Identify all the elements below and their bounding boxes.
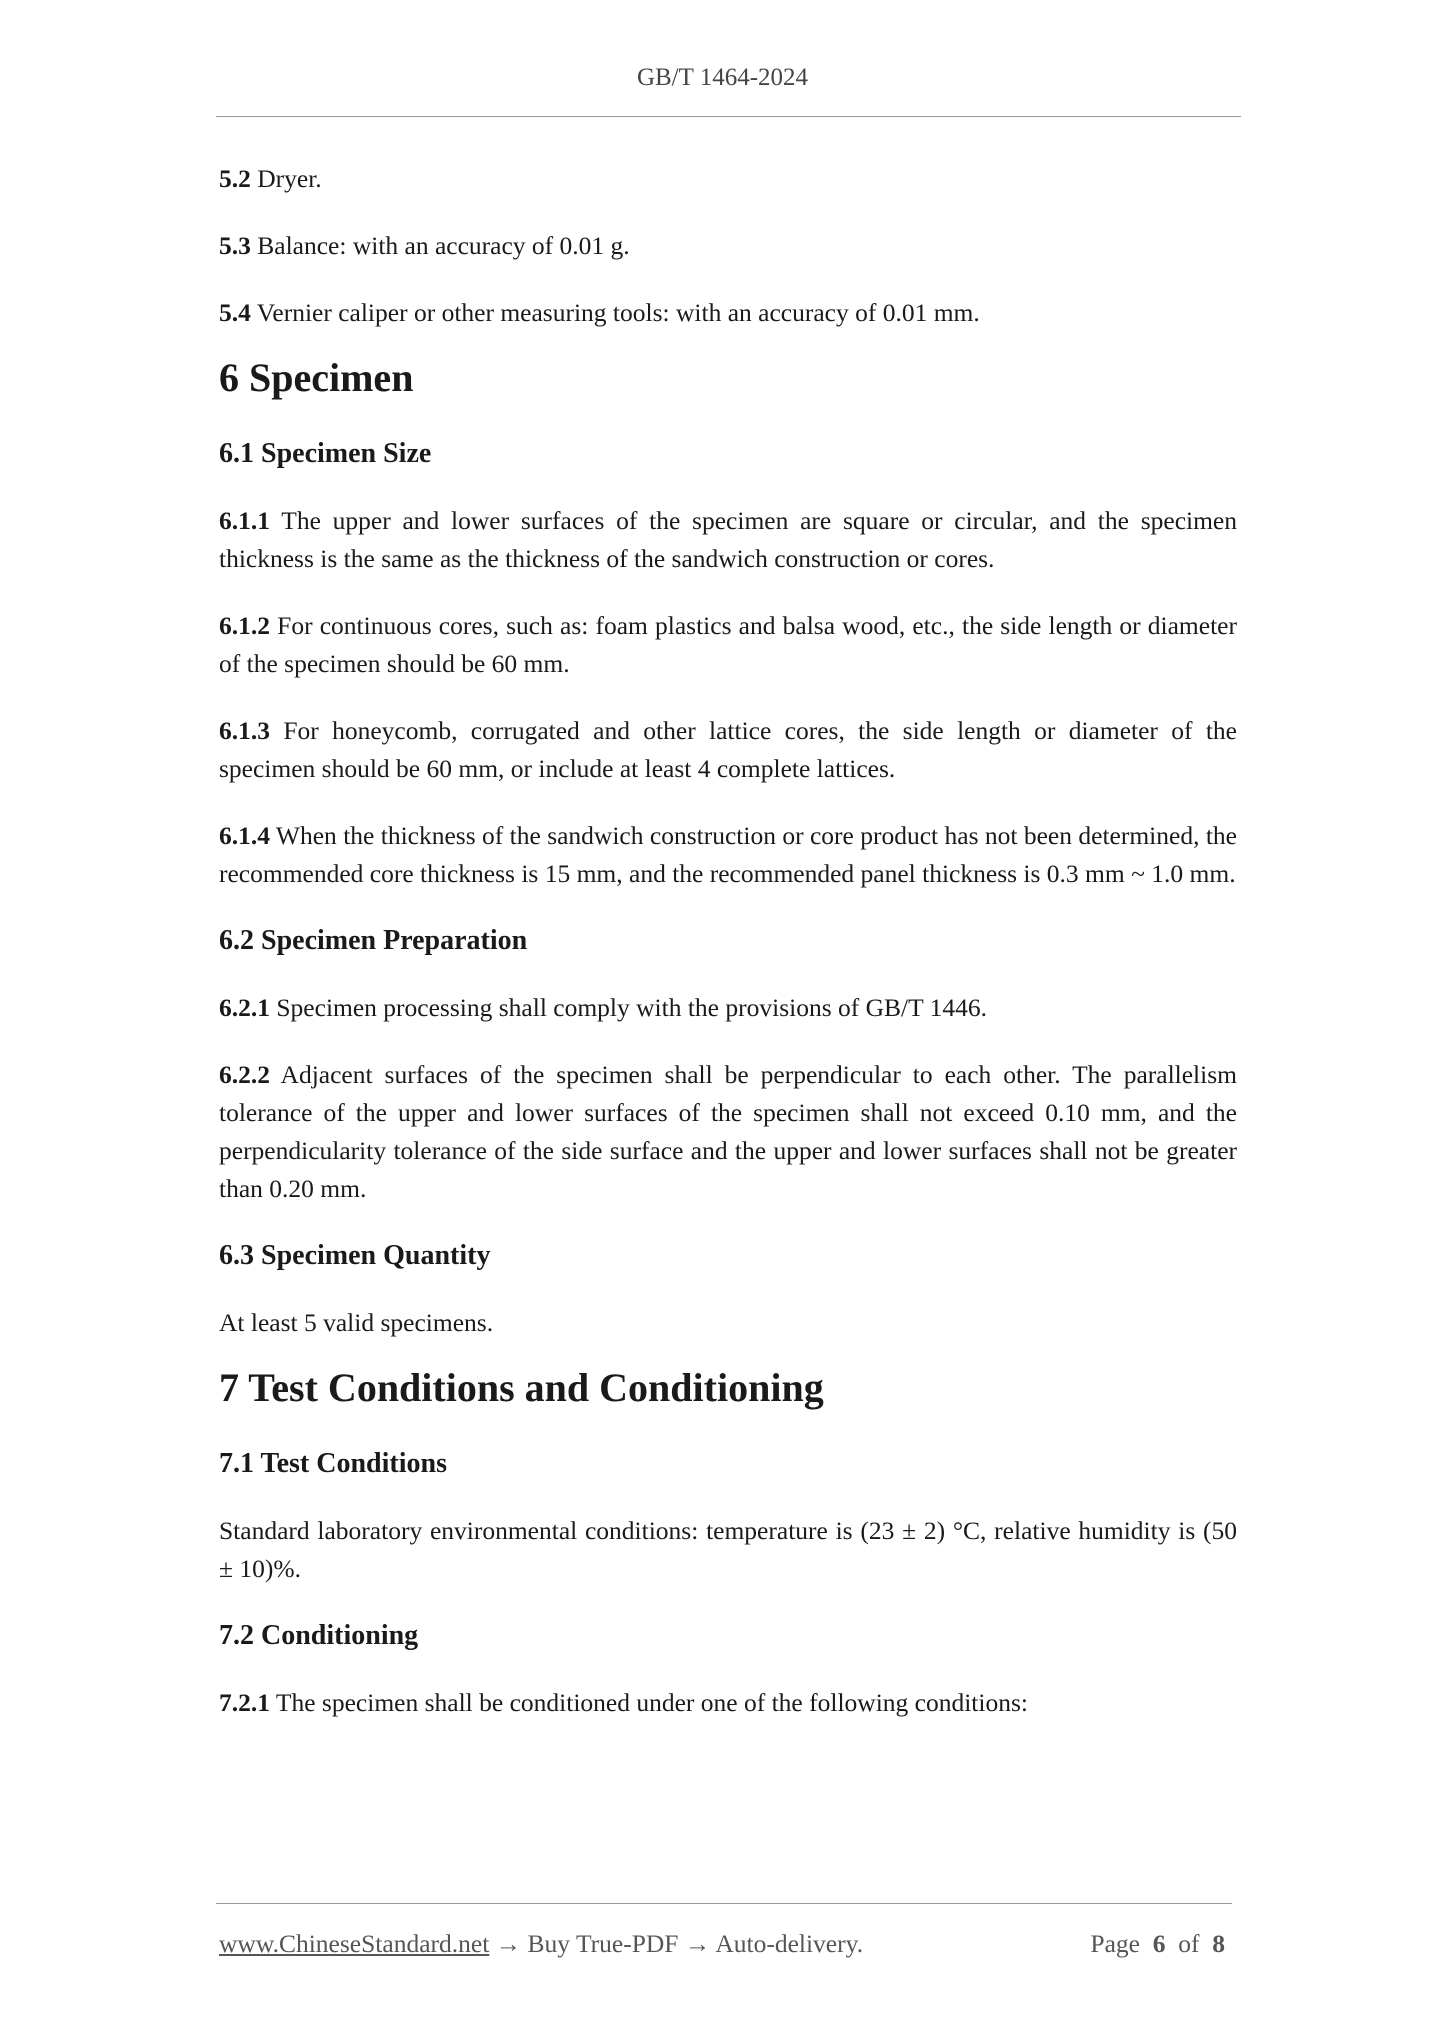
clause-text: Balance: with an accuracy of 0.01 g. (250, 231, 630, 260)
clause-6-1-1 (219, 502, 1237, 578)
heading-section-7: 7 Test Conditions and Conditioning (219, 1365, 824, 1410)
clause-text: The upper and lower surfaces of the specimen are square or circular, and the specimen thickness is the same as the thickness of the sandwich construction or cores. (219, 506, 1237, 573)
clause-text: Specimen processing shall comply with the provisions of GB/T 1446. (270, 993, 988, 1022)
page-body (219, 160, 1237, 1751)
arrow-right-icon: → (495, 1929, 522, 1958)
footer-promo (219, 1929, 863, 1959)
clause-6-3-text: At least 5 valid specimens. (219, 1308, 494, 1337)
clause-number: 7.2.1 (219, 1688, 270, 1717)
clause-number: 6.1.1 (219, 506, 270, 535)
page-total: 8 (1212, 1929, 1225, 1958)
clause-text: When the thickness of the sandwich construction or core product has not been determined, the recommended core thickness is 15 mm, and the recommended panel thickness is 0.3 mm ~ 1.0 mm. (219, 821, 1237, 888)
clause-text: Adjacent surfaces of the specimen shall be perpendicular to each other. The parallelism tolerance of the upper and lower surfaces of the specimen shall not exceed 0.10 mm, and the perpendicularity tolerance of the side surface and the upper and lower surfaces shall not be greater than 0.20 mm. (219, 1060, 1237, 1203)
clause-5-3 (219, 227, 1237, 265)
clause-number: 6.1.4 (219, 821, 270, 850)
buy-true-pdf-text: Buy True-PDF (527, 1929, 679, 1958)
clause-text: For honeycomb, corrugated and other lattice cores, the side length or diameter of the specimen should be 60 mm, or include at least 4 complete lattices. (219, 716, 1237, 783)
page-label: Page (1090, 1929, 1140, 1958)
clause-text: For continuous cores, such as: foam plastics and balsa wood, etc., the side length or diameter of the specimen should be 60 mm. (219, 611, 1237, 678)
of-label: of (1178, 1929, 1200, 1958)
heading-6-3: 6.3 Specimen Quantity (219, 1240, 491, 1271)
site-link[interactable]: www.ChineseStandard.net (219, 1929, 490, 1958)
page-number: 6 (1152, 1929, 1166, 1958)
clause-5-4 (219, 294, 1237, 332)
running-header: GB/T 1464-2024 (636, 64, 809, 91)
clause-7-1-text: Standard laboratory environmental conditions: temperature is (23 ± 2) °C, relative humidity is (50 ± 10)%. (219, 1516, 1237, 1583)
clause-6-1-4 (219, 817, 1237, 893)
clause-text: Vernier caliper or other measuring tools: with an accuracy of 0.01 mm. (250, 298, 980, 327)
heading-7-2: 7.2 Conditioning (219, 1620, 419, 1651)
clause-5-2 (219, 160, 1237, 198)
clause-number: 6.1.3 (219, 716, 270, 745)
heading-7-1: 7.1 Test Conditions (219, 1448, 447, 1479)
clause-6-1-2 (219, 607, 1237, 683)
header-divider (216, 116, 1241, 117)
clause-number: 6.2.1 (219, 993, 270, 1022)
clause-number: 6.1.2 (219, 611, 270, 640)
page-indicator (1090, 1929, 1225, 1959)
clause-6-2-2 (219, 1056, 1237, 1208)
clause-7-2-1 (219, 1684, 1237, 1722)
heading-6-2: 6.2 Specimen Preparation (219, 925, 528, 956)
clause-number: 5.4 (219, 298, 251, 327)
clause-text: The specimen shall be conditioned under one of the following conditions: (270, 1688, 1028, 1717)
clause-6-1-3 (219, 712, 1237, 788)
footer-divider (216, 1903, 1232, 1904)
clause-number: 6.2.2 (219, 1060, 270, 1089)
arrow-right-icon: → (684, 1929, 711, 1958)
clause-6-2-1 (219, 989, 1237, 1027)
heading-6-1: 6.1 Specimen Size (219, 438, 432, 469)
auto-delivery-text: Auto-delivery. (715, 1929, 864, 1958)
clause-text: Dryer. (250, 164, 322, 193)
clause-number: 5.2 (219, 164, 251, 193)
clause-number: 5.3 (219, 231, 251, 260)
heading-section-6: 6 Specimen (219, 355, 414, 400)
